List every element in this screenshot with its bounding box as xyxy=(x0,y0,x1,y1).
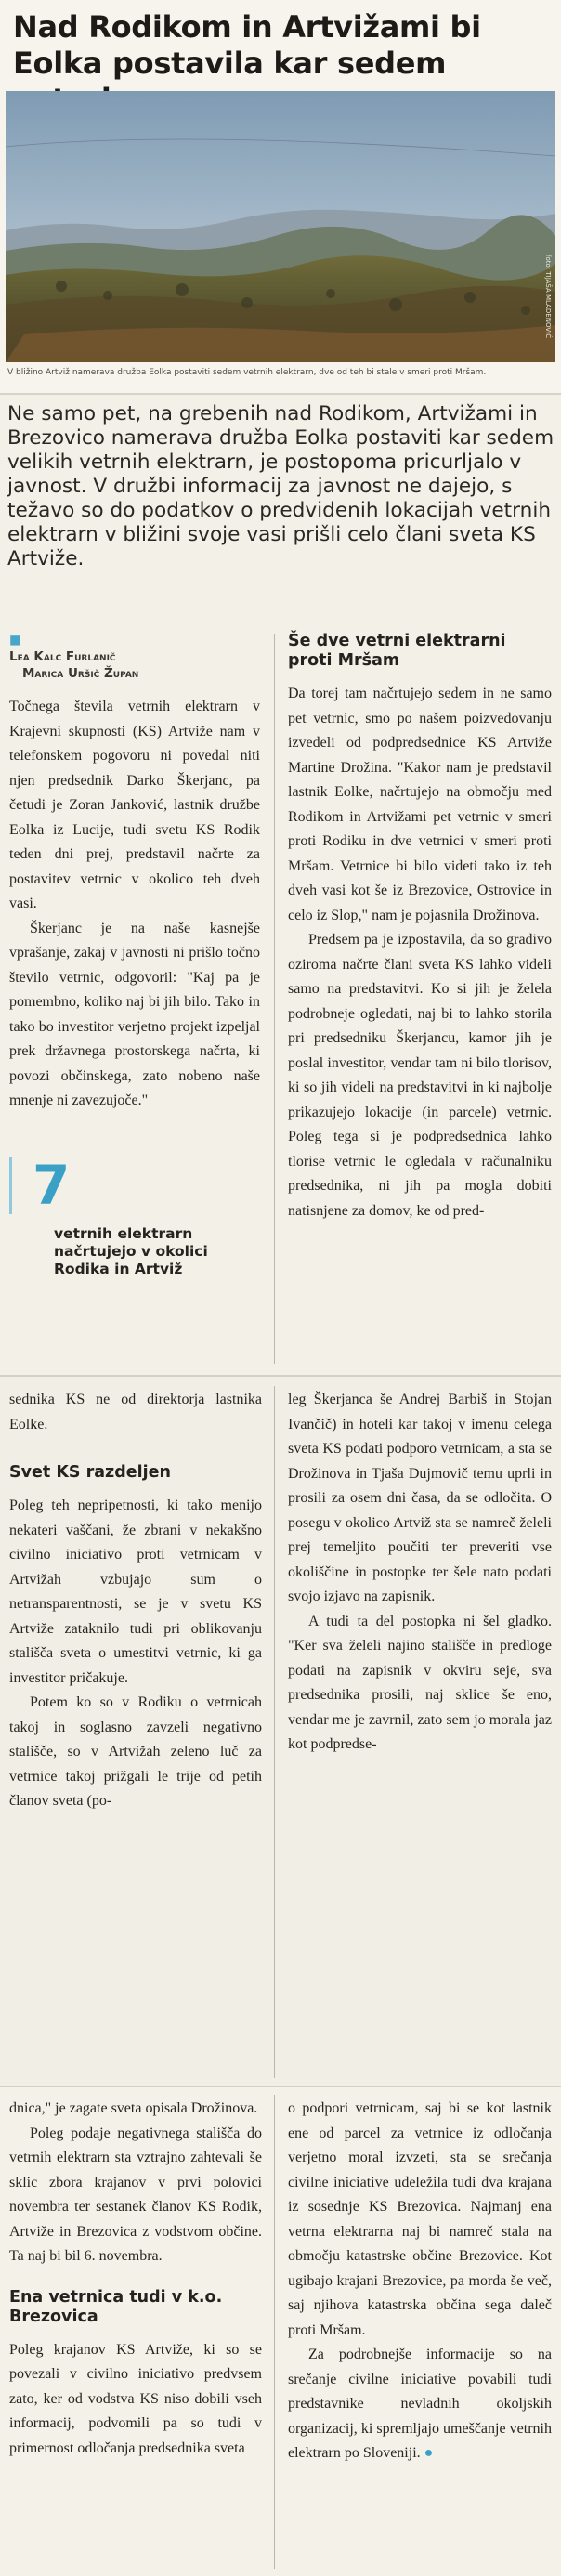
bottom-column-left xyxy=(9,2097,262,2461)
author-1: Lea Kalc Furlanič xyxy=(9,649,116,664)
bottom-left-paragraph-3: Poleg krajanov KS Artviže, ki so se povezali v civilno iniciativo predvsem zato, ker od vodstva KS niso dobili vseh informacij, podvomili pa so tudi v primernost odločanja predsednika sveta xyxy=(9,2341,262,2456)
article-headline: Nad Rodikom in Artvižami bi Eolka postavila kar sedem xyxy=(13,9,481,81)
bottom-section xyxy=(0,2086,561,2576)
factbox xyxy=(9,1154,260,1278)
column-divider xyxy=(274,634,275,1364)
subhead-brezovica: Ena vetrnica tudi v k.o. Brezovica xyxy=(9,2287,223,2326)
bottom-right-paragraph-1: o podpori vetrnicam, saj bi se kot lastnik ene od parcel za vetrnice iz odločanja verjetno moral izvzeti, sta se srečanja civilne iniciative udeležila tudi dva krajana iz sosednje KS Brezovica. Najmanj ena vetrna elektrarna naj bi namreč stala na območju katastrske občine Brezovice. Kot ugibajo krajani Brezovice, pa morda še več, saj njihova katastrska občina sega daleč proti Mršam. xyxy=(288,2100,552,2338)
middle-continuation: sednika KS ne od direktorja lastnika Eolke. xyxy=(9,1392,262,1432)
author-2: Marica Uršič Župan xyxy=(22,666,139,681)
landscape-photo xyxy=(6,91,555,362)
bottom-right-paragraph-2-text: Za podrobnejše informacije so na srečanje civilne iniciative povabili tudi predstavnike nevladnih okoljskih organizacij, ki spremljajo umeščanje vetrnih elektrarn po Sloveniji. xyxy=(288,2347,552,2461)
bottom-column-right xyxy=(288,2097,552,2466)
factbox-text: vetrnih elektrarn načrtujejo v okolici Rodika in Artviž xyxy=(54,1225,208,1277)
bottom-column-divider xyxy=(274,2095,275,2569)
byline xyxy=(9,632,260,682)
middle-left-paragraph-1: Poleg teh nepripetnosti, ki tako menijo nekateri vaščani, že zbrani v nekakšno civilno iniciativo proti vetrnicam v Artvižah vzbujajo sum o netransparentnosti, se je v svetu KS Artviže zataknilo tudi pri oblikovanju stališča sveta o umestitvi vetrnic, ki ga investitor pričakuje. xyxy=(9,1497,262,1686)
byline-dot-icon: ■ xyxy=(9,633,21,647)
bottom-left-paragraph-2: Poleg podaje negativnega stališča do vetrnih elektrarn sta vztrajno zahtevali še sklic zbora krajanov v prvi polovici novembra ter sestanek članov KS Rodik, Artviže in Brezovica z vodstvom občine. Ta naj bi bil 6. novembra. xyxy=(9,2125,262,2264)
article-lead: Ne samo pet, na grebenih nad Rodikom, Artvižami in Brezovico namerava družba Eolka postaviti kar sedem velikih vetrnih elektrarn, je postopoma pricurljalo v javnost. V družbi informacij za javnost ne dajejo, s težavo so do podatkov o predvidenih lokacijah vetrnih elektrarn v bližini svoje vasi prišli celo člani sveta KS Artviže. xyxy=(7,402,554,570)
bottom-left-paragraph-1: dnica," je zagate sveta opisala Drožinova. xyxy=(9,2100,258,2116)
column-left-paragraph-1: Točnega števila vetrnih elektrarn v Krajevni skupnosti (KS) Artviže nam v telefonskem pogovoru ni povedal niti njen predsednik Darko Škerjanc, pa četudi je Zoran Janković, lastnik družbe Eolka iz Lucije, tudi svetu KS Rodik teden dni prej, predstavil načrte za postavitev vetrnic v okolico teh dveh vasi. xyxy=(9,699,260,911)
lead-section xyxy=(0,395,561,1375)
middle-right-paragraph-2: A tudi ta del postopka ni šel gladko. "Ker sva želeli najino stališče in predloge podati na zapisnik v okviru seje, sva predsednika prosili, naj sklice še eno, vendar me je zavrnil, zato sem jo morala jaz kot podpredse- xyxy=(288,1613,552,1752)
bottom-right-paragraph-2 xyxy=(288,2343,552,2466)
photo-illustration xyxy=(6,91,555,362)
column-left xyxy=(9,632,260,1114)
column-left-paragraph-2: Škerjanc je na naše kasnejše vprašanje, zakaj v javnosti ni prišlo točno število vetrnic, odgovoril: "Kaj pa je pomembno, koliko naj bi jih bilo. Tako in tako bo investitor verjetno projekt izpeljal prek državnega prostorskega načrta, ki povozi občinskega, zato nobeno naše mnenje ni zavezujoče." xyxy=(9,920,260,1108)
subhead-mrse: Še dve vetrni elektrarni proti Mršam xyxy=(288,632,506,670)
column-right xyxy=(288,632,552,1223)
middle-section xyxy=(0,1375,561,2086)
photo-caption: V bližino Artviž namerava družba Eolka postaviti sedem vetrnih elektrarn, dve od teh bi stale v smeri proti Mršam. xyxy=(7,368,487,377)
middle-left-paragraph-2: Potem ko so v Rodiku o vetrnicah takoj in soglasno zavzeli negativno stališče, so v Artvižah zeleno luč za vetrnice takoj prižgali le trije od petih članov sveta (po- xyxy=(9,1694,262,1809)
factbox-number: 7 xyxy=(9,1157,260,1214)
middle-column-right xyxy=(288,1388,552,1758)
subhead-svet-ks: Svet KS razdeljen xyxy=(9,1463,171,1482)
middle-right-paragraph-1: leg Škerjanca še Andrej Barbiš in Stojan Ivančič) in hoteli kar takoj v imenu celega sveta KS podati podporo vetrnicam, a sta se Drožinova in Tjaša Dujmovič temu uprli in prosili za osem dni časa, da se odločita. O posegu v okolico Artviž sta se namreč želeli prej temeljito poučiti ter preveriti vse okoliščine in postopke ter šele nato podati svojo izjavo na zapisnik. xyxy=(288,1392,552,1604)
middle-column-left xyxy=(9,1388,262,1814)
column-right-paragraph-2: Predsem pa je izpostavila, da so gradivo oziroma načrte člani sveta KS lahko videli samo na predstavitvi. Ko si jih je želela podrobneje ogledati, naj bi to lahko storila pri predsedniku Škerjancu, kamor jih je poslal investitor, vendar tam ni bilo tlorisov, ki so jih videli na predstavitvi in ki najbolje prikazujejo lokacije (in parcele) vetrnic. Poleg tega si je podpredsednica lahko tlorise vetrnic le ogledala v računalniku predsednika, ni jih pa mogla dobiti natisnjene za domov, ke od pred- xyxy=(288,932,552,1219)
photo-credit: foto: TIJAŠA MLADENOVIĆ xyxy=(544,254,552,338)
column-right-paragraph-1: Da torej tam načrtujejo sedem in ne samo pet vetrnic, smo po našem poizvedovanju izvedeli od podpredsednice KS Artviže Martine Drožina. "Kakor nam je predstavil lastnik Eolke, načrtujejo na območju med Rodikom in Artvižami pet vetrnic v smeri proti Rodiku in dve vetrnici v smeri proti Mršam. Vetrnice bi bilo videti tako iz teh dveh vasi kot še iz Brezovice, Ostrovice in celo iz Slop," nam je pojasnila Drožinova. xyxy=(288,686,552,923)
middle-column-divider xyxy=(274,1386,275,2078)
end-mark-icon: ● xyxy=(424,2445,434,2461)
headline-section xyxy=(0,0,561,395)
